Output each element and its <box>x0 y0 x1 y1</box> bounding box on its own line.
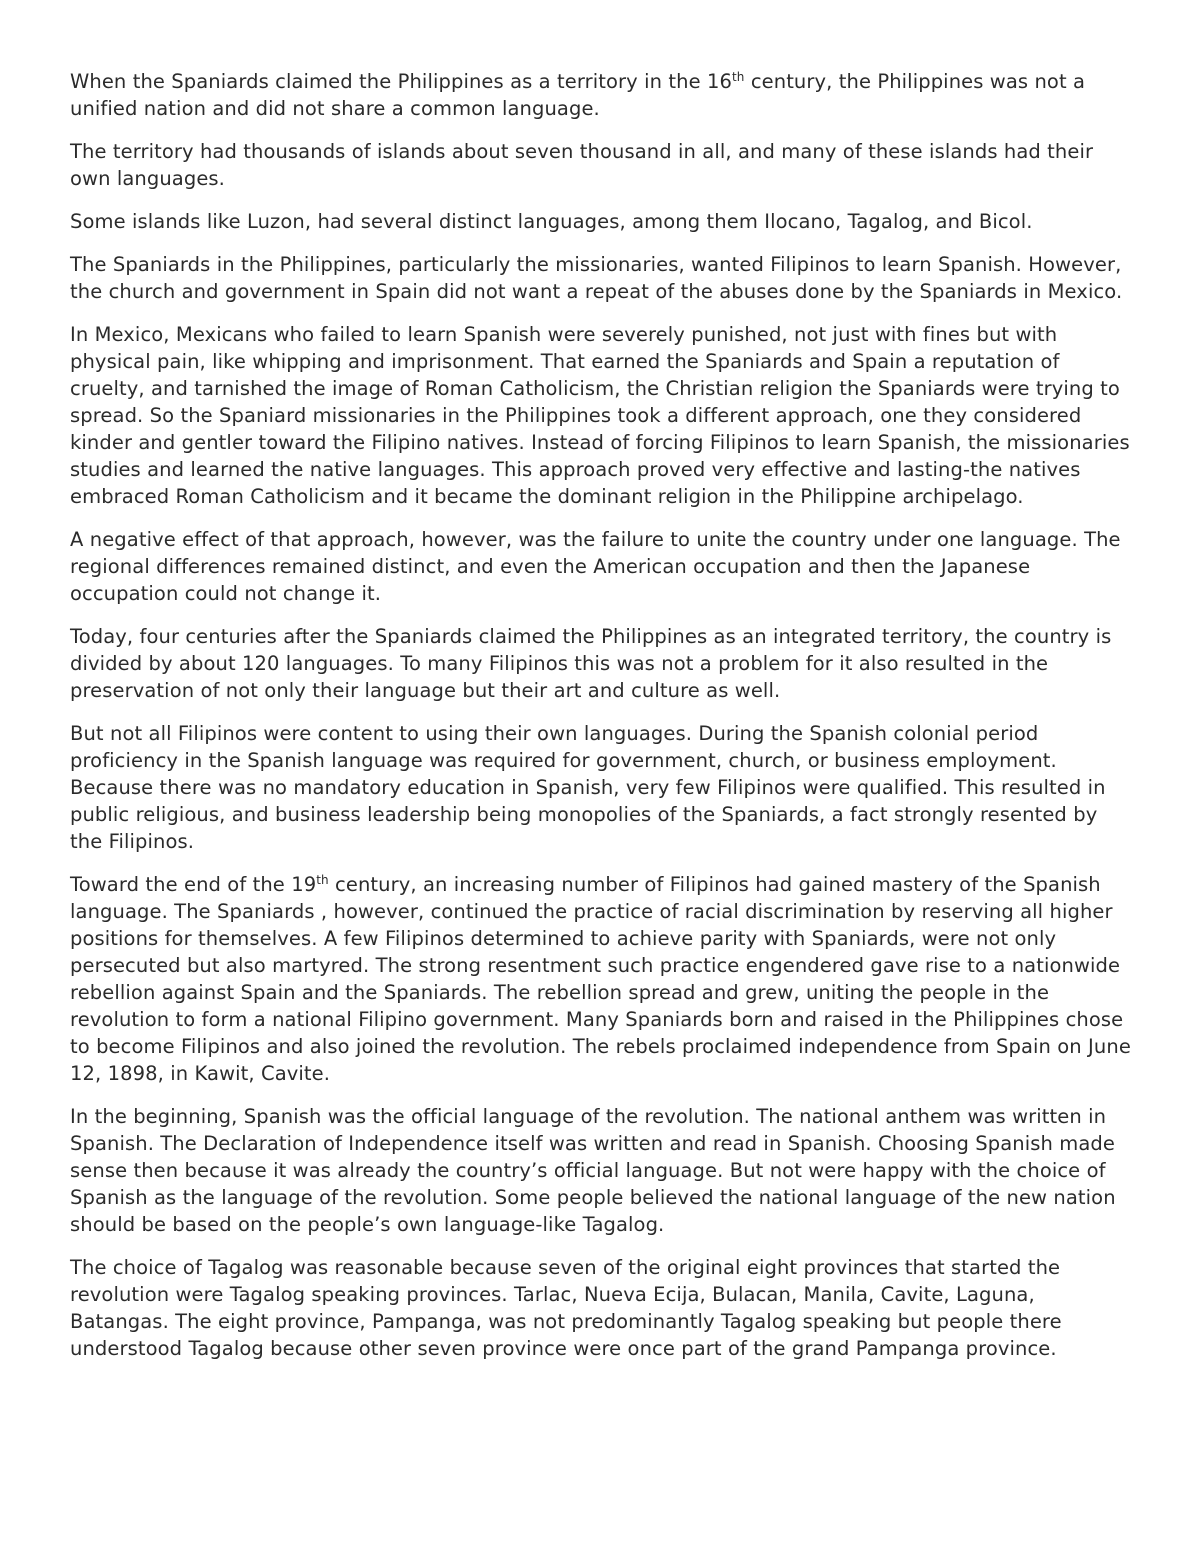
paragraph-7: Today, four centuries after the Spaniards claimed the Philippines as an integrated territory, the country is divided by about 120 languages. To many Filipinos this was not a problem for it also resulted in the preservation of not only their language but their art and culture as well. <box>70 625 1112 702</box>
paragraph-3: Some islands like Luzon, had several distinct languages, among them Ilocano, Tagalog, and Bicol. <box>70 210 1033 233</box>
paragraph-9: Toward the end of the 19th century, an increasing number of Filipinos had gained mastery of the Spanish language. The Spaniards , however, continued the practice of racial discrimination by reserving all higher positions for themselves. A few Filipinos determined to achieve parity with Spaniards, were not only persecuted but also martyred. The strong resentment such practice engendered gave rise to a nationwide rebellion against Spain and the Spaniards. The rebellion spread and grew, uniting the people in the revolution to form a national Filipino government. Many Spaniards born and raised in the Philippines chose to become Filipinos and also joined the revolution. The rebels proclaimed independence from Spain on June 12, 1898, in Kawit, Cavite. <box>70 873 1131 1085</box>
paragraph-8: But not all Filipinos were content to using their own languages. During the Spanish colonial period proficiency in the Spanish language was required for government, church, or business employment. Because there was no mandatory education in Spanish, very few Filipinos were qualified. This resulted in public religious, and business leadership being monopolies of the Spaniards, a fact strongly resented by the Filipinos. <box>70 722 1106 853</box>
paragraph-10: In the beginning, Spanish was the official language of the revolution. The national anthem was written in Spanish. The Declaration of Independence itself was written and read in Spanish. Choosing Spanish made sense then because it was already the country’s official language. But not were happy with the choice of Spanish as the language of the revolution. Some people believed the national language of the new nation should be based on the people’s own language-like Tagalog. <box>70 1105 1116 1236</box>
paragraph-4: The Spaniards in the Philippines, particularly the missionaries, wanted Filipinos to learn Spanish. However, the church and government in Spain did not want a repeat of the abuses done by the Spaniards in Mexico. <box>70 253 1123 303</box>
paragraph-11: The choice of Tagalog was reasonable because seven of the original eight provinces that started the revolution were Tagalog speaking provinces. Tarlac, Nueva Ecija, Bulacan, Manila, Cavite, Laguna, Batangas. The eight province, Pampanga, was not predominantly Tagalog speaking but people there understood Tagalog because other seven province were once part of the grand Pampanga province. <box>70 1256 1062 1360</box>
superscript-th: th <box>732 70 745 84</box>
paragraph-1: When the Spaniards claimed the Philippines as a territory in the 16th century, the Philippines was not a unified nation and did not share a common language. <box>70 70 1086 120</box>
paragraph-5: In Mexico, Mexicans who failed to learn Spanish were severely punished, not just with fines but with physical pain, like whipping and imprisonment. That earned the Spaniards and Spain a reputation of cruelty, and tarnished the image of Roman Catholicism, the Christian religion the Spaniards were trying to spread. So the Spaniard missionaries in the Philippines took a different approach, one they considered kinder and gentler toward the Filipino natives. Instead of forcing Filipinos to learn Spanish, the missionaries studies and learned the native languages. This approach proved very effective and lasting-the natives embraced Roman Catholicism and it became the dominant religion in the Philippine archipelago. <box>70 323 1130 508</box>
paragraph-2: The territory had thousands of islands about seven thousand in all, and many of these islands had their own languages. <box>70 140 1094 190</box>
document-body <box>70 68 1132 1378</box>
paragraph-6: A negative effect of that approach, however, was the failure to unite the country under one language. The regional differences remained distinct, and even the American occupation and then the Japanese occupation could not change it. <box>70 528 1121 605</box>
superscript-th: th <box>316 873 329 887</box>
